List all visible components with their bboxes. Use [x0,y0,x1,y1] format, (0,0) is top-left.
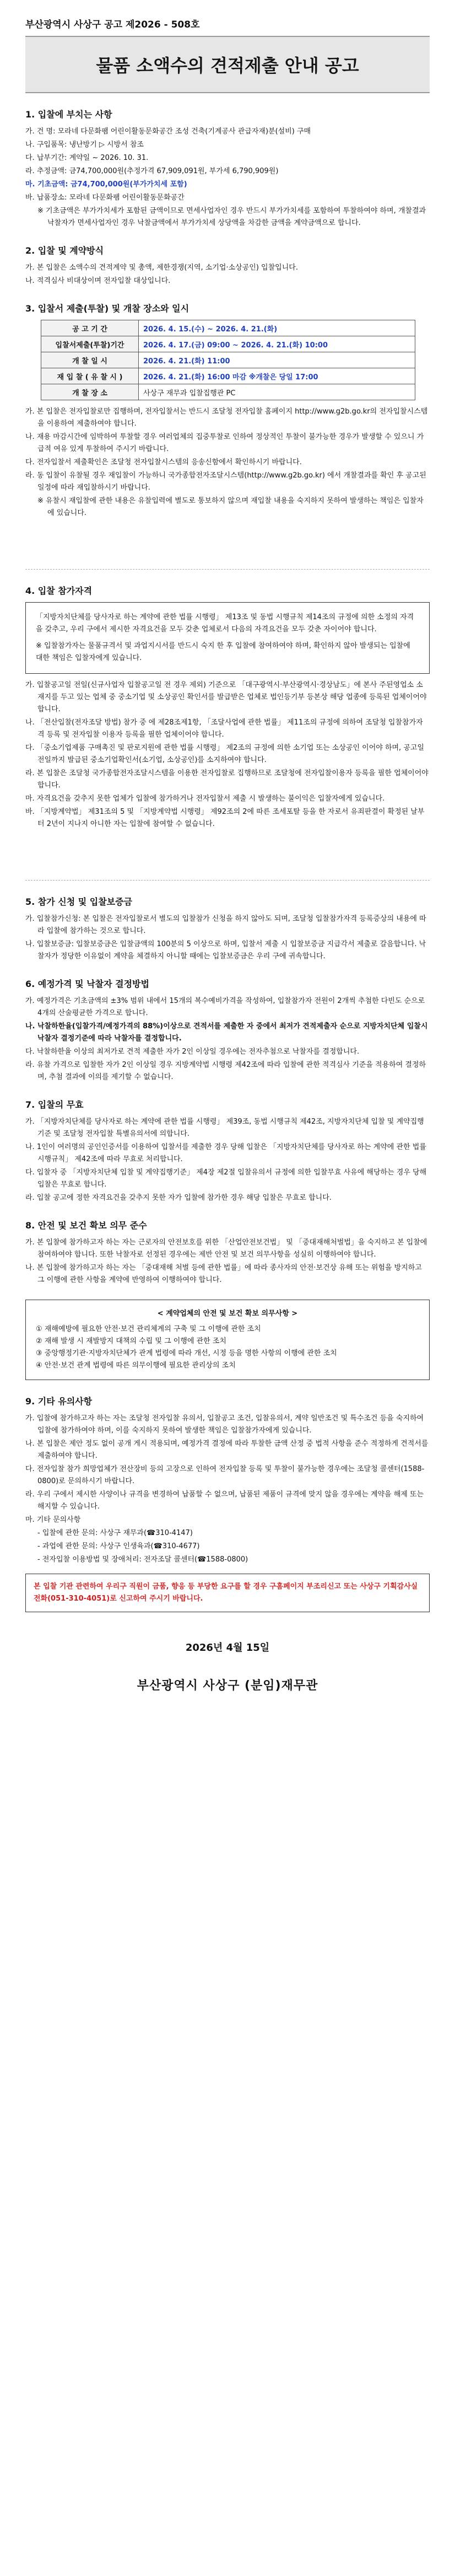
eligibility-text: 「지방자치단체를 당사자로 하는 계약에 관한 법률 시행령」 제13조 및 동법 시행규칙 제14조의 규정에 의한 소정의 자격을 갖추고, 우리 구에서 제시한 자격요건을 모두 갖춘 업체로서 다음의 자격요건을 모두 갖춘 자이어야 합니다. [36,613,414,634]
s1-item-b: 나. 구입품목: 냉난방기 ▷ 시방서 참조 [25,141,144,149]
table-row [41,352,415,368]
section-4 [25,584,430,830]
table-row [41,368,415,384]
schedule-value: 2026. 4. 21.(화) 11:00 [139,352,415,368]
section-9 [25,1394,430,1612]
section-heading: 5. 참가 신청 및 입찰보증금 [25,897,133,907]
section-1 [25,108,430,229]
notice-number: 부산광역시 사상구 공고 제2026 - 508호 [25,19,200,30]
s5-item-a: 가. 입찰참가신청: 본 입찰은 전자입찰로서 별도의 입찰참가 신청을 하지 않아도 되며, 조달청 입찰참가자격 등록증상의 내용에 따라 입찰에 참가하는 것으로 합니다. [25,915,426,935]
s3-note: ※ 유찰시 재입찰에 관한 내용은 유찰입력에 별도로 통보하지 않으며 재입찰 내용을 숙지하지 못하여 발생하는 책임은 입찰자에 있습니다. [37,497,424,517]
s3-item-b: 나. 재용 마감시간에 임박하여 투찰할 경우 여러업체의 집중투찰로 인하여 정상적인 투찰이 불가능한 경우가 발생할 수 있으니 가급적 여유 있게 투찰하여 주시기 바랍니다. [25,433,424,453]
contact-line: - 전자입찰 이용방법 및 장애처리: 전자조달 콜센터(☎1588-0800) [37,1555,248,1564]
s7-item-d: 라. 입찰 공고에 정한 자격요건을 갖추지 못한 자가 입찰에 참가한 경우 해당 입찰은 무효로 합니다. [25,1194,332,1202]
s9-item-e: 마. 기타 문의사항 [25,1516,81,1524]
notice-date: 2026년 4월 15일 [185,1642,270,1654]
s7-item-a: 가. 「지방자치단체를 당사자로 하는 계약에 관한 법률 시행령」 제39조, 동법 시행규칙 제42조, 지방자치단체 입찰 및 계약집행기준 및 조달청 전자입찰 특별유의서에 의합니다. [25,1118,424,1138]
s1-item-d: 라. 추정금액: 금74,700,000원(추정가격 67,909,091원, 부가세 6,790,909원) [25,167,279,175]
eligibility-note: ※ 입찰참가자는 물품규격서 및 과업지시서를 반드시 숙지 한 후 입찰에 참여하여야 하며, 확인하지 않아 발생되는 입찰에 대한 책임은 입찰자에게 있습니다. [36,642,410,662]
s5-item-b: 나. 입찰보증금: 입찰보증금은 입찰금액의 100분의 5 이상으로 하며, 입찰서 제출 시 입찰보증금 지급각서 제출로 갈음합니다. 낙찰자가 정당한 이유없이 계약을 체결하지 아니할 때에는 입찰보증금은 우리 구에 귀속합니다. [25,940,426,960]
list-item: ③ 중앙행정기관·지방자치단체가 관계 법령에 따라 개선, 시정 등을 명한 사항의 이행에 관한 조치 [36,1349,337,1357]
section-heading: 3. 입찰서 제출(투찰) 및 개찰 장소와 일시 [25,303,189,314]
s9-item-d: 라. 우리 구에서 제시한 사양이나 규격을 변경하여 납품할 수 없으며, 납품된 제품이 규격에 맞지 않을 경우에는 계약을 해제 또는 해지할 수 있습니다. [25,1490,424,1511]
s4-item-b: 나. 「전산입찰(전자조달 방법) 참가 중 에 제28조제1항, 「조달사업에 관한 법률」 제11조의 규정에 의하여 조달청 입찰참가자격 등록 및 전자입찰 이용자 등록을 필한 업체이어야 합니다. [25,718,423,739]
schedule-value: 2026. 4. 17.(금) 09:00 ~ 2026. 4. 21.(화) 10:00 [139,336,415,352]
divider [25,569,430,570]
schedule-key: 개 찰 장 소 [41,384,139,400]
s9-item-b: 나. 본 입찰은 제안 정도 없이 공개 게시 적용되며, 예정가격 결정에 따라 투찰한 금액 산정 중 법적 사항을 준수 적정하게 견적서를 제출하여야 합니다. [25,1440,429,1460]
s4-item-a: 가. 입찰공고일 전일(신규사업자 입찰공고일 전 경우 제외) 기준으로 「대구광역시·부산광역시·경상남도」에 본사 주된영업소 소재지를 두고 있는 업체 중 중소기업 및 소상공인 확인서를 발급받은 업체로 법인등기부 등본상 해당 업종에 등록된 업체이어야 합니다. [25,681,427,713]
s8-item-b: 나. 본 입찰에 참가하고자 하는 자는 「중대재해 처벌 등에 관한 법률」에 따라 종사자의 안전·보건상 유해 또는 위험을 방지하고 그 이행에 관한 사항을 계약에 반영하여 이행하여야 합니다. [25,1264,422,1284]
title-banner [25,36,430,93]
section-7 [25,1098,430,1204]
table-row [41,384,415,400]
s6-item-d: 라. 유찰 가격으로 입찰한 자가 2인 이상일 경우 지방계약법 시행령 제42조에 따라 입찰에 관한 적격심사 기준을 적용하여 결정하며, 추첨 결과에 이의를 제기할 수 없습니다. [25,1061,426,1081]
section-heading: 1. 입찰에 부치는 사항 [25,109,112,120]
schedule-key: 재 입 찰 ( 유 찰 시 ) [41,368,139,384]
schedule-value: 2026. 4. 15.(수) ~ 2026. 4. 21.(화) [139,320,415,336]
s2-item-b: 나. 적격심사 비대상이며 전자입찰 대상입니다. [25,277,171,285]
table-row [41,336,415,352]
schedule-table [41,320,415,400]
list-item: ② 재해 발생 시 재발방지 대책의 수립 및 그 이행에 관한 조치 [36,1337,226,1345]
schedule-key: 입찰서제출(투찰)기간 [41,336,139,352]
table-row [41,320,415,336]
spacer [25,520,430,554]
section-2 [25,244,430,287]
s4-item-c: 다. 「중소기업제품 구매촉진 및 판로지원에 관한 법률 시행령」 제2조의 규정에 의한 소기업 또는 소상공인 이어야 하며, 공고일 전일까지 발급된 중소기업확인서(소기업, 소상공인)를 소지하여야 합니다. [25,744,424,764]
section-heading: 6. 예정가격 및 낙찰자 결정방법 [25,979,149,989]
section-8 [25,1219,430,1286]
s6-item-a: 가. 예정가격은 기초금액의 ±3% 범위 내에서 15개의 복수예비가격을 작성하여, 입찰참가자 전원이 2개씩 추첨한 다빈도 순으로 4개의 산술평균한 가격으로 합니다. [25,997,425,1017]
section-5 [25,895,430,963]
s4-item-e: 마. 자격요건을 갖추지 못한 업체가 입찰에 참가하거나 전자입찰서 제출 시 발생하는 불이익은 입찰자에게 있습니다. [25,795,385,803]
divider [25,880,430,881]
s1-item-delivery-place: 바. 납품장소: 모라네 다문화팸 어린이활동문화공간 [25,194,185,202]
section-6 [25,977,430,1083]
s7-item-b: 나. 1인이 여러명의 공인인증서를 이용하여 입찰서를 제출한 경우 당해 입찰은 「지방자치단체를 당사자로 하는 계약에 관한 법률 시행규칙」 제42조에 따라 무효로 처리합니다. [25,1143,426,1163]
s3-item-c: 다. 전자입찰서 제출확인은 조달청 전자입찰시스템의 응송신함에서 확인하시기 바랍니다. [25,458,302,466]
s1-note: ※ 기초금액은 부가가치세가 포함된 금액이므로 면세사업자인 경우 반드시 부가가치세를 포함하여 투찰하여야 하며, 개찰결과 낙찰자가 면세사업자인 경우 낙찰금액에서 부가가치세 상당액을 차감한 금액을 계약금액으로 합니다. [37,207,426,227]
s4-item-f: 바. 「지방계약법」 제31조의 5 및 「지방계약법 시행령」 제92조의 2에 따른 조세포탈 등을 한 자로서 유죄판결이 확정된 날부터 2년이 지나지 아니한 자는 입찰에 참여할 수 없습니다. [25,808,425,828]
s3-item-a: 가. 본 입찰은 전자입찰로만 집행하며, 전자입찰서는 반드시 조달청 전자입찰 홈페이지 http://www.g2b.go.kr의 전자입찰시스템을 이용하여 제출하여야 합니다. [25,407,428,428]
schedule-key: 개 찰 일 시 [41,352,139,368]
contact-line: - 과업에 관한 문의: 사상구 인생육과(☎310-4677) [37,1542,200,1550]
schedule-value: 2026. 4. 21.(화) 16:00 마감 ※개찰은 당일 17:00 [139,368,415,384]
s4-item-d: 라. 본 입찰은 조달청 국가종합전자조달시스템을 이용한 전자입찰로 집행하므로 조달청에 전자입찰이용자 등록을 필한 업체이어야 합니다. [25,769,429,790]
s8-item-a: 가. 본 입찰에 참가하고자 하는 자는 근로자의 안전보호를 위한 「산업안전보건법」 및 「중대재해처벌법」을 숙지하고 본 입찰에 참여하여야 합니다. 또한 낙찰자로 선정된 경우에는 제반 안전 및 보건 의무사항을 성실히 이행하여야 합니다. [25,1238,427,1259]
contact-line: - 입찰에 관한 문의: 사상구 재무과(☎310-4147) [37,1529,193,1537]
s9-item-a: 가. 입찰에 참가하고자 하는 자는 조달청 전자입찰 유의서, 입찰공고 조건, 입찰유의서, 계약 일반조건 및 특수조건 등을 숙지하여 입찰에 참가하여야 하며, 이를 숙지하지 못하여 발생한 책임은 입찰참가자에게 있습니다. [25,1414,424,1435]
safety-obligations-title: < 계약업체의 안전 및 보건 확보 의무사항 > [157,1310,298,1318]
section-3 [25,302,430,519]
corruption-report-notice: 본 입찰 기관 관련하여 우리구 직원이 금품, 향응 등 부당한 요구를 할 경우 구홈페이지 부조리신고 또는 사상구 기획감사실 전화(051-310-4051)로 신고하여 주시기 바랍니다. [25,1574,430,1612]
section-heading: 7. 입찰의 무효 [25,1099,84,1110]
s9-item-c: 다. 전자입찰 참가 희망업체가 전산장비 등의 고장으로 인하여 전자입찰 등록 및 투찰이 불가능한 경우에는 조달청 콜센터(1588-0800)로 문의하시기 바랍니다. [25,1465,425,1485]
eligibility-box [25,602,430,674]
list-item: ① 재해예방에 필요한 안전·보건 관리체계의 구축 및 그 이행에 관한 조치 [36,1325,261,1333]
s6-item-c: 다. 낙찰하한율 이상의 최저가로 견적 제출한 자가 2인 이상일 경우에는 전자추첨으로 낙찰자를 결정합니다. [25,1048,360,1056]
s1-item-a: 가. 건 명: 모라네 다문화팸 어린이활동문화공간 조성 건축(기계공사 관급자재)분(설비) 구매 [25,127,311,136]
section-heading: 9. 기타 유의사항 [25,1396,93,1407]
s1-item-c: 다. 납부기간: 계약일 ~ 2026. 10. 31. [25,154,149,162]
page-title: 물품 소액수의 견적제출 안내 공고 [96,55,359,76]
section-heading: 2. 입찰 및 계약방식 [25,245,104,256]
section-heading: 8. 안전 및 보건 확보 의무 준수 [25,1220,147,1231]
spacer [25,831,430,865]
schedule-key: 공 고 기 간 [41,320,139,336]
issuer-name: 부산광역시 사상구 (분임)재무관 [137,1679,318,1693]
s1-item-base-amount: 마. 기초금액: 금74,700,000원(부가가치세 포함) [25,180,187,189]
safety-obligations-box [25,1300,430,1380]
s7-item-c: 다. 입찰자 중 「지방자치단체 입찰 및 계약집행기준」 제4장 제2절 입찰유의서 규정에 의한 입찰무효 사유에 해당하는 경우 당해 입찰은 무효로 합니다. [25,1168,427,1189]
s6-item-b: 나. 낙찰하한율(입찰가격/예정가격의 88%)이상으로 견적서를 제출한 자 중에서 최저가 견적제출자 순으로 지방자치단체 입찰시 낙찰자 결정기준에 따라 낙찰자를 결정합니다. [25,1022,428,1043]
list-item: ④ 안전·보건 관계 법령에 따른 의무이행에 필요한 관리상의 조치 [36,1361,236,1370]
schedule-value: 사상구 재무과 입찰집행관 PC [139,384,415,400]
section-heading: 4. 입찰 참가자격 [25,586,93,596]
s3-item-d: 라. 동 입찰이 유찰될 경우 재입찰이 가능하니 국가종합전자조달시스템(http://www.g2b.go.kr) 에서 개찰결과를 확인 후 공고된 일정에 따라 재입찰하시기 바랍니다. [25,471,426,492]
s2-item-a: 가. 본 입찰은 소액수의 견적계약 및 총액, 제한경쟁(지역, 소기업·소상공인) 입찰입니다. [25,264,298,272]
